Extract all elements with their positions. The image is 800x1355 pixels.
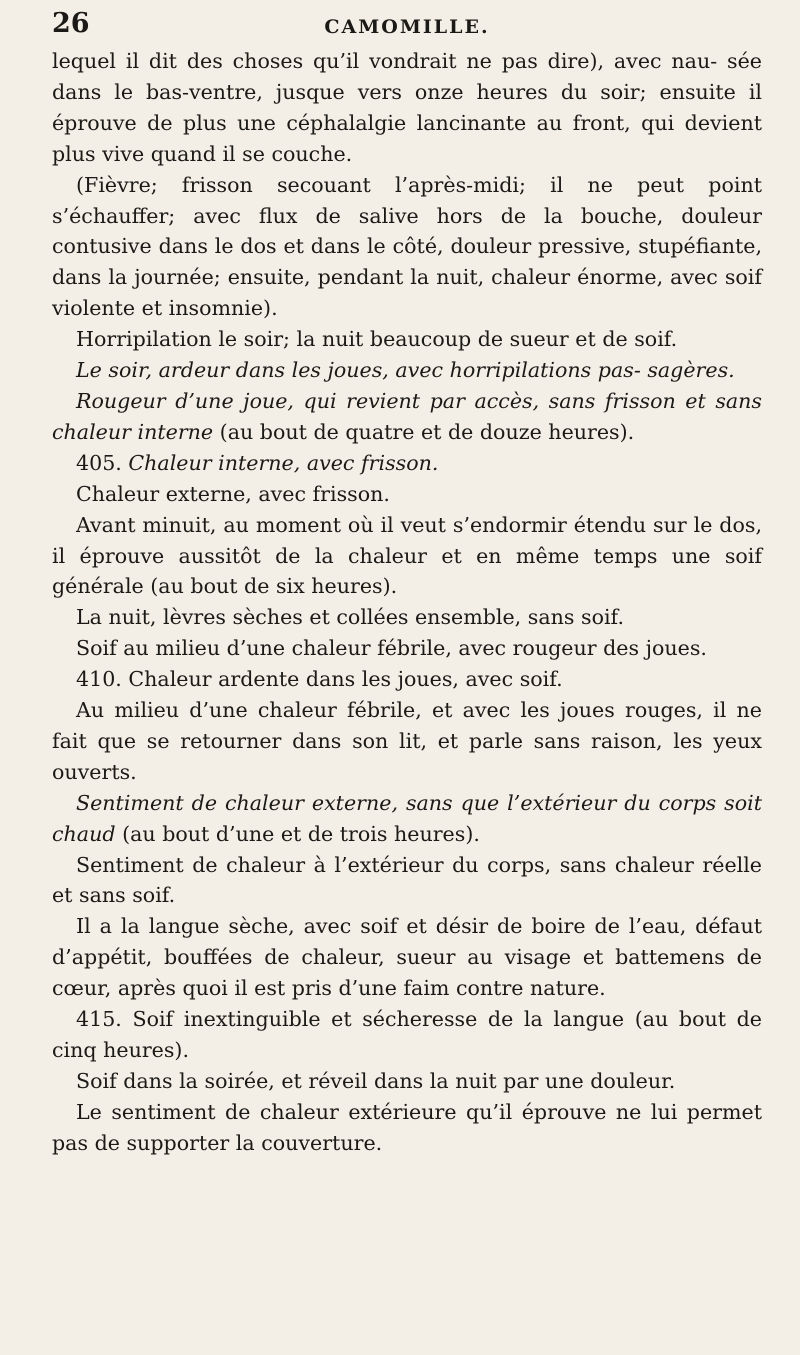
- paragraph: [52, 510, 762, 603]
- text-run: Soif dans la soirée, et réveil dans la nuit par une douleur.: [76, 1068, 676, 1093]
- text-run: 415. Soif inextinguible et sécheresse de la langue (au bout de cinq heures).: [52, 1007, 762, 1062]
- text-run: (au bout de quatre et de douze heures).: [213, 419, 635, 444]
- page-number: 26: [52, 8, 90, 39]
- paragraph: [52, 170, 762, 325]
- text-run: Il a la langue sèche, avec soif et désir de boire de l’eau, défaut d’appétit, bouffées de chaleur, sueur au visage et battemens de cœur, après quoi il est pris d’une faim contre nature.: [52, 914, 762, 1001]
- body-text: [52, 46, 762, 1159]
- italic-text-run: Rougeur d’une joue, qui revient par accès, sans frisson et sans chaleur interne: [52, 388, 762, 444]
- text-run: Avant minuit, au moment où il veut s’endormir étendu sur le dos, il éprouve aussitôt de la chaleur et en même temps une soif générale (au bout de six heures).: [52, 512, 762, 599]
- paragraph: [52, 911, 762, 1004]
- text-run: Horripilation le soir; la nuit beaucoup de sueur et de soif.: [76, 327, 678, 352]
- page-header: [52, 6, 762, 46]
- text-run: Chaleur externe, avec frisson.: [76, 481, 390, 506]
- paragraph: [52, 386, 762, 448]
- paragraph: [52, 1004, 762, 1066]
- paragraph: [52, 602, 762, 633]
- italic-text-run: Le soir, ardeur dans les joues, avec horripilations pas- sagères.: [76, 358, 735, 383]
- paragraph: [52, 788, 762, 850]
- text-run: 410. Chaleur ardente dans les joues, avec soif.: [76, 667, 563, 692]
- paragraph: [52, 633, 762, 664]
- text-run: Soif au milieu d’une chaleur fébrile, avec rougeur des joues.: [76, 636, 707, 661]
- italic-text-run: Sentiment de chaleur externe, sans que l’extérieur du corps soit chaud: [52, 790, 762, 846]
- paragraph: [52, 448, 762, 479]
- text-run: 405.: [76, 450, 129, 475]
- text-run: lequel il dit des choses qu’il vondrait ne pas dire), avec nau- sée dans le bas-ventre, jusque vers onze heures du soir; ensuite il éprouve de plus une céphalalgie lancinante au front, qui devient plus vive quand il se couche.: [52, 49, 762, 166]
- paragraph: [52, 1066, 762, 1097]
- paragraph: [52, 664, 762, 695]
- paragraph: [52, 479, 762, 510]
- paragraph: [52, 695, 762, 788]
- paragraph: [52, 46, 762, 170]
- paragraph: [52, 324, 762, 355]
- text-run: Sentiment de chaleur à l’extérieur du corps, sans chaleur réelle et sans soif.: [52, 852, 762, 908]
- paragraph: [52, 850, 762, 912]
- text-run: La nuit, lèvres sèches et collées ensemble, sans soif.: [76, 605, 624, 630]
- text-run: (Fièvre; frisson secouant l’après-midi; il ne peut point s’échauffer; avec flux de salive hors de la bouche, douleur contusive dans le dos et dans le côté, douleur pressive, stupéfiante, dans la journée; ensuite, pendant la nuit, chaleur énorme, avec soif violente et insomnie).: [52, 172, 762, 321]
- italic-text-run: Chaleur interne, avec frisson.: [128, 450, 439, 475]
- paragraph: [52, 355, 762, 386]
- running-title: CAMOMILLE.: [324, 16, 490, 38]
- text-run: Au milieu d’une chaleur fébrile, et avec les joues rouges, il ne fait que se retourner dans son lit, et parle sans raison, les yeux ouverts.: [52, 698, 762, 784]
- text-run: (au bout d’une et de trois heures).: [115, 821, 480, 846]
- text-run: Le sentiment de chaleur extérieure qu’il éprouve ne lui permet pas de supporter la couverture.: [52, 1099, 762, 1155]
- paragraph: [52, 1097, 762, 1159]
